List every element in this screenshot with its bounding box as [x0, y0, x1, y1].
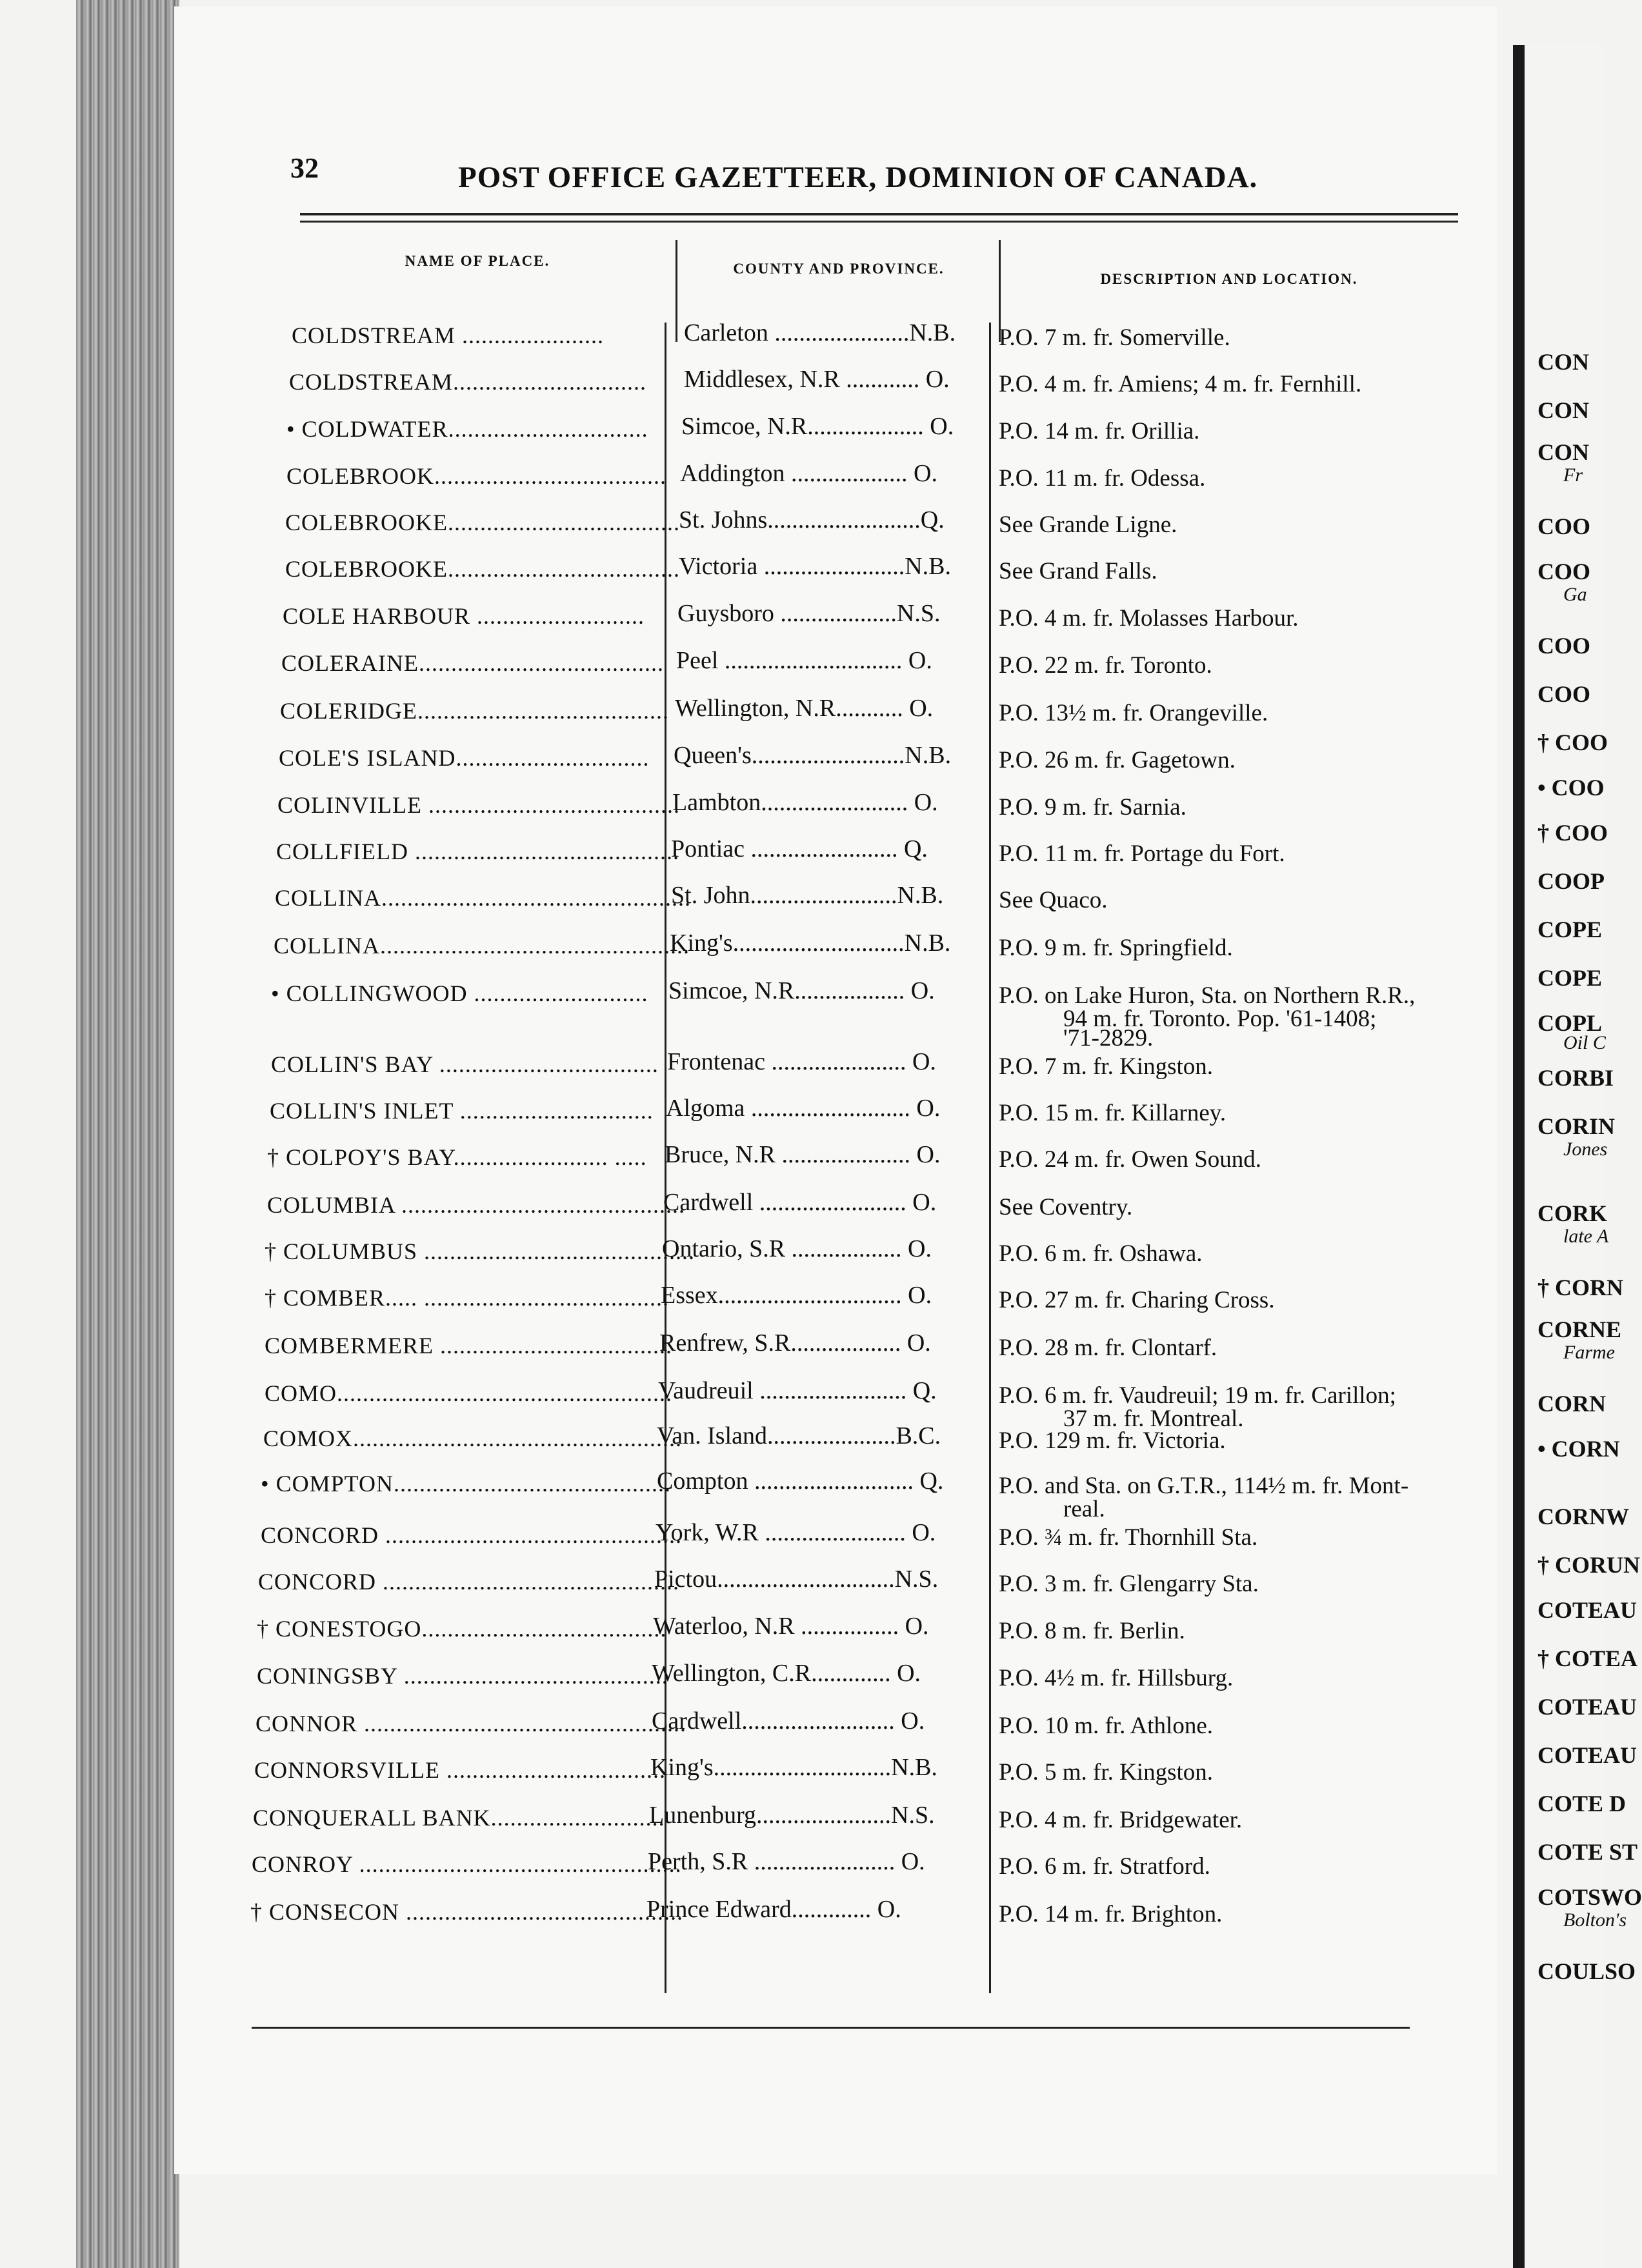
place-name: COLLINA................................................ [275, 885, 691, 911]
description: P.O. 4 m. fr. Bridgewater. [999, 1807, 1243, 1833]
county-province: Bruce, N.R ..................... O. [665, 1141, 941, 1168]
description: P.O. 11 m. fr. Odessa. [999, 465, 1206, 492]
county-province: Peel ............................. O. [676, 647, 932, 674]
description: P.O. 4 m. fr. Amiens; 4 m. fr. Fernhill. [999, 371, 1362, 397]
description: See Grand Falls. [999, 558, 1157, 584]
description: P.O. 4 m. fr. Molasses Harbour. [999, 605, 1299, 632]
description: P.O. 7 m. fr. Somerville. [999, 324, 1230, 351]
footer-rule [252, 2027, 1410, 2029]
column-header-description: DESCRIPTION AND LOCATION. [1100, 271, 1358, 287]
county-province: Addington ................... O. [680, 460, 937, 487]
county-province: Queen's.........................N.B. [674, 742, 952, 769]
place-name: COLDSTREAM ...................... [292, 323, 605, 348]
adjacent-page [1513, 45, 1642, 2268]
description: P.O. 129 m. fr. Victoria. [999, 1427, 1226, 1454]
description: P.O. 14 m. fr. Orillia. [999, 418, 1200, 444]
place-name: COLEBROOK.................................... [286, 463, 667, 489]
column-header-name: NAME OF PLACE. [405, 253, 550, 269]
adjacent-entry: COTEAU [1537, 1742, 1637, 1768]
adjacent-entry: COPE [1537, 917, 1603, 942]
place-name: COLUMBIA ............................................ [267, 1192, 686, 1218]
place-name: CONNOR .................................................. [255, 1711, 687, 1736]
adjacent-entry: † CORUN [1537, 1552, 1640, 1578]
adjacent-entry: † COTEA [1537, 1646, 1638, 1671]
county-province: Prince Edward............. O. [646, 1896, 901, 1923]
description: P.O. 6 m. fr. Oshawa. [999, 1240, 1203, 1267]
description: P.O. 15 m. fr. Killarney. [999, 1100, 1226, 1126]
place-name: COLLINA................................................ [274, 933, 690, 959]
county-province: Waterloo, N.R ................ O. [653, 1613, 929, 1640]
county-province: Victoria .......................N.B. [679, 553, 952, 580]
place-name: COLE HARBOUR .......................... [283, 603, 645, 629]
adjacent-entry: CORNW [1537, 1504, 1629, 1529]
adjacent-entry: COOP [1537, 868, 1605, 894]
description: P.O. 9 m. fr. Sarnia. [999, 794, 1186, 821]
description: P.O. 9 m. fr. Springfield. [999, 935, 1233, 961]
adjacent-entry: • CORN [1537, 1436, 1620, 1462]
description: P.O. 6 m. fr. Stratford. [999, 1853, 1210, 1880]
county-province: Simcoe, N.R................... O. [681, 413, 954, 440]
description-continued: 94 m. fr. Toronto. Pop. '61-1408; [1063, 1006, 1377, 1032]
county-province: Carleton ......................N.B. [684, 319, 956, 346]
county-province: Vaudreuil ........................ Q. [658, 1377, 937, 1404]
adjacent-entry: CORIN [1537, 1113, 1616, 1139]
place-name: † COLPOY'S BAY........................ ..... [267, 1144, 647, 1170]
county-province: Simcoe, N.R.................. O. [668, 977, 935, 1004]
place-name: CONQUERALL BANK........................... [253, 1805, 665, 1831]
county-province: Frontenac ...................... O. [667, 1048, 936, 1075]
county-province: Wellington, C.R............. O. [652, 1660, 921, 1687]
description: P.O. 6 m. fr. Vaudreuil; 19 m. fr. Carillon; [999, 1382, 1396, 1409]
place-name: † CONESTOGO...................................... [257, 1616, 667, 1642]
county-province: Perth, S.R ....................... O. [648, 1848, 925, 1875]
description-continued: '71-2829. [1063, 1025, 1154, 1051]
description: See Grande Ligne. [999, 512, 1177, 538]
county-province: Compton .......................... Q. [657, 1467, 944, 1495]
county-province: St. Johns.........................Q. [679, 506, 945, 533]
adjacent-entry: CON [1537, 397, 1589, 423]
county-province: King's.............................N.B. [650, 1754, 937, 1781]
description: P.O. 5 m. fr. Kingston. [999, 1759, 1214, 1786]
adjacent-entry: COPL [1537, 1010, 1603, 1036]
adjacent-entry: COO [1537, 513, 1591, 539]
description: P.O. 24 m. fr. Owen Sound. [999, 1146, 1262, 1173]
place-name: CONROY .................................................. [252, 1851, 682, 1877]
adjacent-entry: • COO [1537, 775, 1605, 801]
county-province: Cardwell ........................ O. [663, 1189, 937, 1216]
description: P.O. 28 m. fr. Clontarf. [999, 1335, 1217, 1361]
adjacent-entry: CON [1537, 349, 1589, 375]
place-name: CONINGSBY ......................................... [257, 1663, 668, 1689]
place-name: CONCORD .............................................. [258, 1569, 680, 1595]
county-province: Van. Island.....................B.C. [657, 1422, 941, 1449]
adjacent-entry: COTEAU [1537, 1694, 1637, 1720]
description-continued: real. [1063, 1496, 1105, 1522]
county-province: Pictou.............................N.S. [654, 1566, 939, 1593]
county-province: Wellington, N.R........... O. [675, 695, 934, 722]
adjacent-entry: CORBI [1537, 1065, 1614, 1091]
description: P.O. 10 m. fr. Athlone. [999, 1713, 1213, 1739]
county-province: St. John........................N.B. [671, 882, 944, 909]
place-name: • COMPTON........................................... [261, 1471, 671, 1497]
adjacent-entry: COULSO [1537, 1958, 1636, 1984]
description: See Coventry. [999, 1194, 1133, 1220]
adjacent-entry: COPE [1537, 965, 1603, 991]
adjacent-entry: COO [1537, 559, 1591, 584]
description: P.O. 14 m. fr. Brighton. [999, 1901, 1223, 1927]
adjacent-entry: Jones [1563, 1139, 1608, 1160]
place-name: COLERIDGE....................................... [280, 698, 669, 724]
header-rule [300, 213, 1458, 215]
page-title: POST OFFICE GAZETTEER, DOMINION OF CANADA. [458, 161, 1258, 194]
description: P.O. ¾ m. fr. Thornhill Sta. [999, 1524, 1258, 1551]
adjacent-entry: Ga [1563, 584, 1587, 605]
place-name: COLLFIELD ......................................... [276, 839, 679, 864]
place-name: COLINVILLE ....................................... [277, 792, 680, 818]
header-rule-double [300, 221, 1458, 223]
adjacent-entry: † COO [1537, 820, 1608, 846]
place-name: COLDSTREAM.............................. [289, 369, 647, 395]
adjacent-entry: COTE D [1537, 1791, 1627, 1816]
description-continued: 37 m. fr. Montreal. [1063, 1406, 1244, 1432]
adjacent-entry: CORK [1537, 1200, 1607, 1226]
place-name: CONNORSVILLE .................................. [254, 1757, 666, 1783]
county-province: Guysboro ...................N.S. [677, 600, 941, 627]
description: P.O. 8 m. fr. Berlin. [999, 1618, 1185, 1644]
description: P.O. 13½ m. fr. Orangeville. [999, 700, 1268, 726]
county-province: King's............................N.B. [670, 930, 951, 957]
place-name: COLERAINE...................................... [281, 650, 664, 676]
county-province: Essex.............................. O. [661, 1282, 932, 1309]
place-name: COLLIN'S BAY .................................. [271, 1051, 659, 1077]
place-name: COLEBROOKE.................................... [285, 510, 680, 535]
column-header-county: COUNTY AND PROVINCE. [733, 261, 945, 277]
adjacent-entry: COO [1537, 681, 1591, 707]
adjacent-entry: CON [1537, 439, 1589, 465]
county-province: Algoma .......................... O. [666, 1095, 941, 1122]
place-name: COLE'S ISLAND.............................. [279, 745, 650, 771]
place-name: CONCORD .............................................. [261, 1522, 683, 1548]
place-name: COMOX................................................... [263, 1426, 683, 1451]
description: P.O. 26 m. fr. Gagetown. [999, 747, 1236, 773]
county-province: Ontario, S.R .................. O. [662, 1235, 932, 1262]
column-divider-2 [989, 323, 991, 1993]
adjacent-entry: CORN [1537, 1391, 1606, 1417]
description: P.O. 4½ m. fr. Hillsburg. [999, 1665, 1234, 1691]
column-divider-header-1 [676, 240, 677, 342]
county-province: York, W.R ....................... O. [656, 1519, 936, 1546]
book-page-edges [76, 0, 179, 2268]
county-province: Middlesex, N.R ............ O. [684, 366, 950, 393]
description: P.O. on Lake Huron, Sta. on Northern R.R., [999, 982, 1416, 1009]
county-province: Renfrew, S.R.................. O. [659, 1329, 931, 1357]
adjacent-entry: † COO [1537, 730, 1608, 755]
county-province: Lunenburg......................N.S. [649, 1802, 935, 1829]
adjacent-entry: COTE ST [1537, 1839, 1638, 1865]
place-name: COLEBROOKE.................................... [285, 556, 680, 582]
description: P.O. 3 m. fr. Glengarry Sta. [999, 1571, 1259, 1597]
place-name: † CONSECON ........................................... [250, 1899, 684, 1925]
place-name: COMO.................................................... [265, 1380, 673, 1406]
description: P.O. 7 m. fr. Kingston. [999, 1053, 1214, 1080]
place-name: † COMBER..... ...................................... [265, 1285, 670, 1311]
page-number: 32 [290, 152, 319, 184]
adjacent-entry: COO [1537, 633, 1591, 659]
adjacent-entry: † CORN [1537, 1275, 1623, 1300]
place-name: † COLUMBUS .......................................... [265, 1238, 696, 1264]
description: P.O. 22 m. fr. Toronto. [999, 652, 1212, 679]
adjacent-entry: Fr [1563, 464, 1583, 486]
adjacent-entry: late A [1563, 1226, 1609, 1247]
adjacent-entry: Farme [1563, 1342, 1615, 1363]
place-name: • COLDWATER............................... [286, 416, 648, 442]
description: P.O. 27 m. fr. Charing Cross. [999, 1287, 1275, 1313]
adjacent-entry: Bolton's [1563, 1909, 1627, 1931]
adjacent-entry: Oil C [1563, 1032, 1606, 1053]
place-name: COLLIN'S INLET .............................. [270, 1098, 654, 1124]
adjacent-entry: COTEAU [1537, 1597, 1637, 1623]
description: See Quaco. [999, 887, 1108, 913]
place-name: • COLLINGWOOD ........................... [271, 980, 648, 1006]
adjacent-entry: CORNE [1537, 1317, 1622, 1342]
place-name: COMBERMERE .................................... [265, 1333, 673, 1358]
description: P.O. 11 m. fr. Portage du Fort. [999, 841, 1285, 867]
county-province: Cardwell......................... O. [652, 1707, 925, 1735]
description: P.O. and Sta. on G.T.R., 114½ m. fr. Mont- [999, 1473, 1409, 1499]
county-province: Lambton........................ O. [672, 789, 938, 816]
adjacent-entry: COTSWO [1537, 1884, 1642, 1910]
county-province: Pontiac ........................ Q. [671, 835, 928, 862]
